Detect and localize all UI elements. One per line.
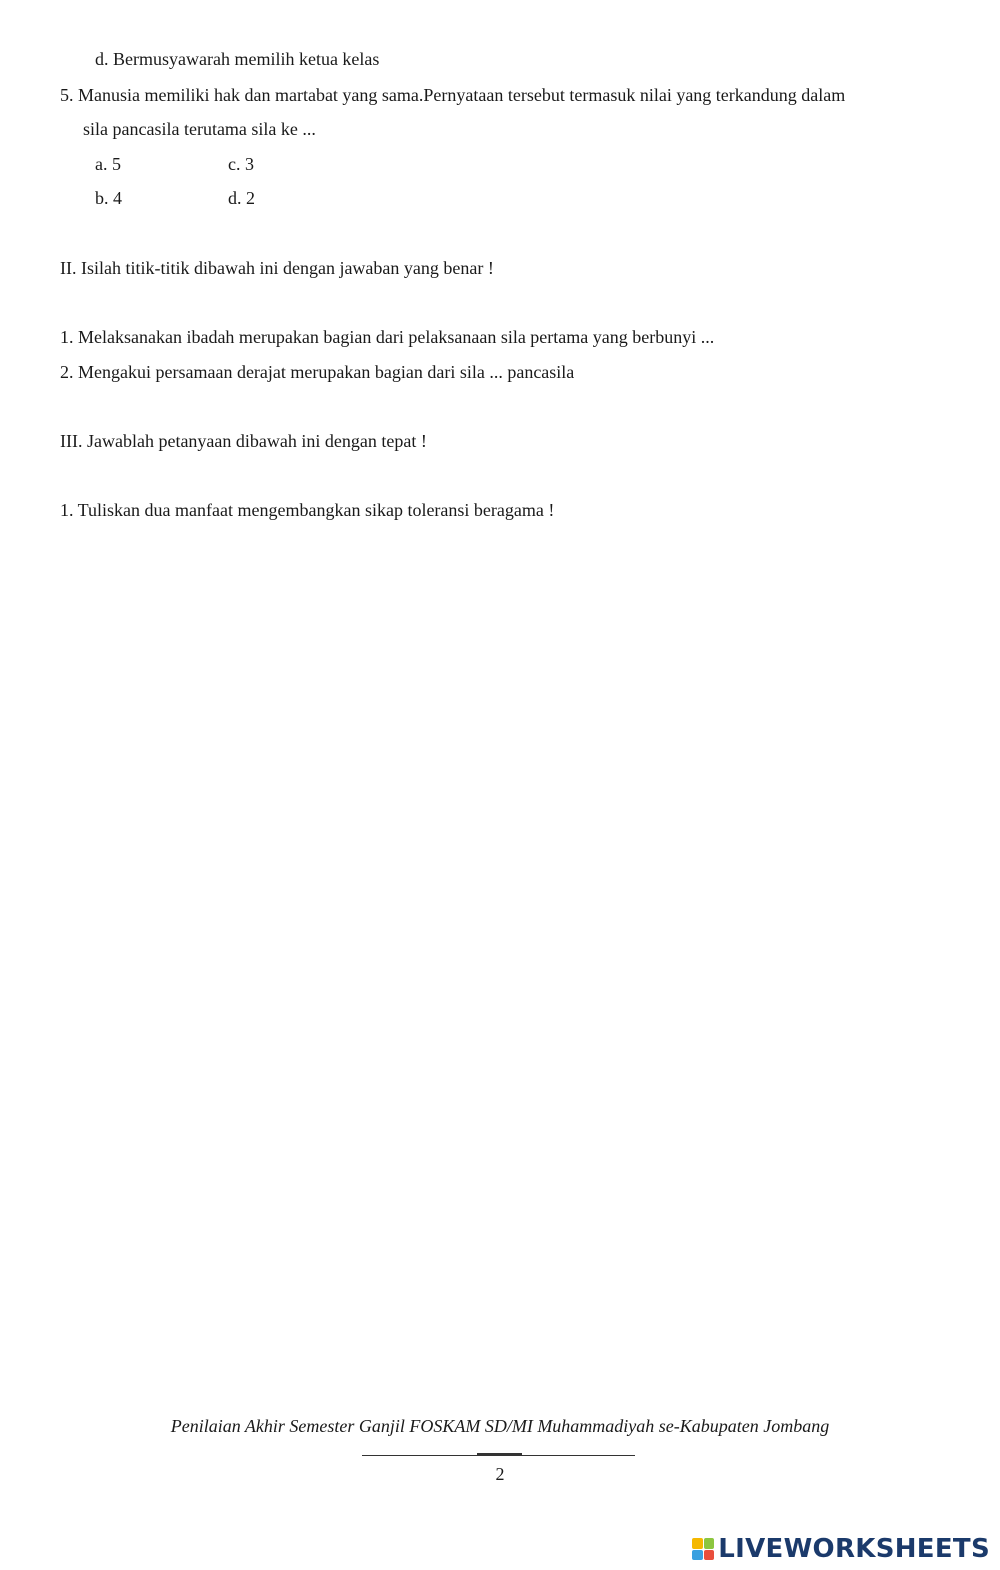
q5-text-line1: 5. Manusia memiliki hak dan martabat yang sama.Pernyataan tersebut termasuk nilai yang terkandung dalam [60,85,846,105]
liveworksheets-logo [692,1532,990,1566]
q5-option-d: d. 2 [228,188,255,208]
page-number: 2 [495,1464,505,1484]
section3-heading: III. Jawablah petanyaan dibawah ini dengan tepat ! [60,431,427,451]
section3-item-1: 1. Tuliskan dua manfaat mengembangkan sikap toleransi beragama ! [60,500,555,520]
q4-option-d: d. Bermusyawarah memilih ketua kelas [95,49,380,69]
q5-option-c: c. 3 [228,154,254,174]
footer-rule-accent [477,1453,522,1456]
liveworksheets-logo-icon [692,1538,714,1560]
section2-item-1: 1. Melaksanakan ibadah merupakan bagian dari pelaksanaan sila pertama yang berbunyi ... [60,327,715,347]
q5-option-b: b. 4 [95,188,122,208]
q5-option-a: a. 5 [95,154,121,174]
liveworksheets-logo-text: LIVEWORKSHEETS [718,1534,990,1564]
section2-heading: II. Isilah titik-titik dibawah ini dengan jawaban yang benar ! [60,258,494,278]
q5-text-line2: sila pancasila terutama sila ke ... [83,119,316,139]
section2-item-2: 2. Mengakui persamaan derajat merupakan bagian dari sila ... pancasila [60,362,575,382]
footer-text: Penilaian Akhir Semester Ganjil FOSKAM SD/MI Muhammadiyah se-Kabupaten Jombang [170,1416,830,1436]
